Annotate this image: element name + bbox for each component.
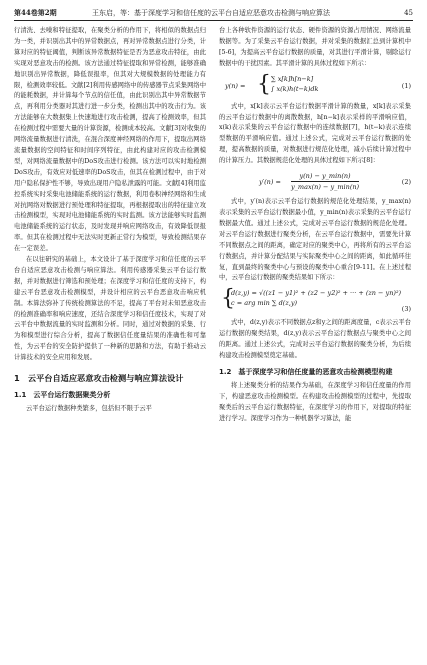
- body-paragraph: 行清洗、去噪和特征提取，在聚类分析的作用下，将相似的数据点归为一类，并识别出其中的异常数据点，再对异常数据点进行分类，计算对应的特征阈值，判断该异常数据特征是否为恶意攻击特征，由此实现对恶意攻击的检测。该方法通过特征提取和异常检测，能够准确地识别出异常数据，降低误报率，但其对大规模数据的处理能力有限，检测效率较低。文献[2]利用传感网络中的传感器节点采集网络中的能耗数据，并计算每个节点的信任值，由此识别出其中异常数据节点，再利用分类器对其进行进一步分类，检测出其中的攻击行为。该方法能够在大数据集上快速地进行攻击检测，提高了检测效率，但其在检测过程中需要大量的计算资源，检测成本较高。文献[3]对收集的网络流量数据进行清洗，在混合深度神经网络的作用下，提取出网络流量数据的空间特征和时间序列特征，由此构建对应的攻击检测模型，对网络流量数据中的DoS攻击进行检测。该方法可以实时地检测DoS攻击，有效应对低速率的DoS攻击，但其在检测过程中，由于对用户隐私保护性不够，导致出现用户隐私泄露的可能。文献[4]利用监控系统实时采集电池储能系统的运行数据，利用卷积神经网络和生成对抗网络对数据进行预处理和特征提取，再根据提取出的特征建立攻击检测模型，实现对电池储能系统的实时监测。该方法能够实时监测电池储能系统的运行状态，及时发现并响应网络攻击，有效降低误报率。但其在检测过程中无法实时更新正常行为模型，导致检测结果存在一定误差。: [14, 27, 206, 253]
- page-number: 45: [404, 9, 413, 17]
- equation-row: ∑ x[k]h[n−k]: [271, 74, 314, 83]
- left-column: [14, 26, 206, 415]
- fraction-numerator: y(n) − y_min(n): [291, 171, 359, 182]
- fraction: [291, 171, 359, 192]
- body-paragraph: 将上述聚类分析的结果作为基础，在深度学习和信任度量的作用下，构建恶意攻击检测模型。在构建攻击检测模型的过程中，先提取聚类后的云平台运行数据特征，在深度学习的作用下，对提取的特征进行学习。深度学习作为一种机器学习算法，能: [219, 381, 411, 422]
- equation-row: d(z,y) = √((z1 − y1)² + (z2 − y2)² + ··· + (zn − yn)²): [231, 289, 402, 298]
- equation-lhs: y′(n) =: [259, 178, 281, 187]
- equation-number: (2): [401, 178, 411, 187]
- running-title: 王东启，等：基于深度学习和信任度的云平台自适应恶意攻击检测与响应算法: [92, 9, 330, 17]
- brace-icon: {: [221, 286, 235, 312]
- section-heading: 1 云平台自适应恶意攻击检测与响应算法设计: [14, 373, 184, 384]
- equation-3: [219, 288, 411, 314]
- equation-lhs: y(n) =: [225, 81, 246, 90]
- body-paragraph: 台上各种软件资源的运行状态、硬件资源的资源占用情况、网络流量数据等。为了采集云平台运行数据，并对采集的数据汇总到计算机中[5-6]，为提高云平台运行数据的质量，对其进行平滑计算，剔除运行数据中的干扰因素。其平滑计算的具体过程如下所示：: [219, 27, 411, 67]
- brace-icon: {: [257, 71, 271, 97]
- equation-1: [219, 71, 411, 98]
- subsection-heading: 1.2 基于深度学习和信任度量的恶意攻击检测模型构建: [219, 367, 393, 376]
- body-paragraph: 在以往研究的基础上，本文设计了基于深度学习和信任度的云平台自适应恶意攻击检测与响应算法。利用传感器采集云平台运行数据，并对数据进行筛选和预处理；在深度学习和信任度的支持下，构建云平台恶意攻击检测模型，并设计相应的云平台恶意攻击响应机制。本算法弥补了传统检测算法的不足，提高了平台对未知恶意攻击的检测准确率和响应速度，还结合深度学习和信任度技术，实现了对云平台中数据流量的实时监测和分析。同时，通过对数据的采集、行为和模型进行综合分析，提高了数据信任度量结果的准确性和可靠性，为云平台的安全防护提供了一种新的思路和方法，有助于推动云计算技术的安全应用和发展。: [14, 256, 206, 362]
- equation-2: [219, 171, 411, 193]
- journal-volume: 第44卷第2期: [14, 8, 57, 17]
- equation-row: c = arg min ∑ d(z,y): [231, 299, 298, 308]
- right-column: [219, 26, 411, 425]
- fraction-denominator: y_max(n) − y_min(n): [291, 183, 360, 192]
- equation-number: (3): [401, 305, 411, 314]
- equation-number: (1): [401, 81, 411, 90]
- equation-row: ∫ x(k)h(t−k)dk: [271, 84, 319, 93]
- body-paragraph: 式中，d(z,y)表示不同数据点z和y之间的距离度量，c表示云平台运行数据的聚类结果，d(z,y)表示云平台运行数据点与聚类中心之间的距离。通过上述公式，完成对云平台运行数据的聚类分析，为后续构建攻击检测模型奠定基础。: [219, 319, 411, 360]
- body-paragraph: 式中，x[k]表示云平台运行数据平滑计算的数量，x[k]表示采集的云平台运行数据中的离散数据，h[n−k]表示采样的平滑响应值，x(k)表示采集的云平台运行数据中的连续数据[7]，h(t−k)表示连续型数据的平滑响应值。通过上述公式，完成对云平台运行数据的处理，提高数据的质量，对数据进行规范化处理，减小后续计算过程中的计算压力。其数据规范化处理的具体过程如下所示[8]：: [219, 102, 411, 165]
- subsection-heading: 1.1 云平台运行数据聚类分析: [14, 391, 111, 400]
- body-paragraph: 云平台运行数据种类繁多，包括但不限于云平: [25, 405, 152, 413]
- running-header: [14, 6, 413, 21]
- body-paragraph: 式中，y′(n)表示云平台运行数据的规范化处理结果，y_max(n)表示采集的云平台运行数据最小值，y_min(n)表示采集的云平台运行数据最大值。通过上述公式，完成对云平台运行数据的规范化处理。对云平台运行数据进行聚类分析，在云平台运行数据中，需要先计算不同数据点之间的距离，确定对应的聚类中心，再将所有的云平台运行数据点，并计算分配结果与实际聚类中心之间的距离，如此循环往复，直到最终的聚类中心与预设的聚类中心重合[9-11]。在上述过程中，云平台运行数据的聚类结果如下所示：: [219, 198, 411, 282]
